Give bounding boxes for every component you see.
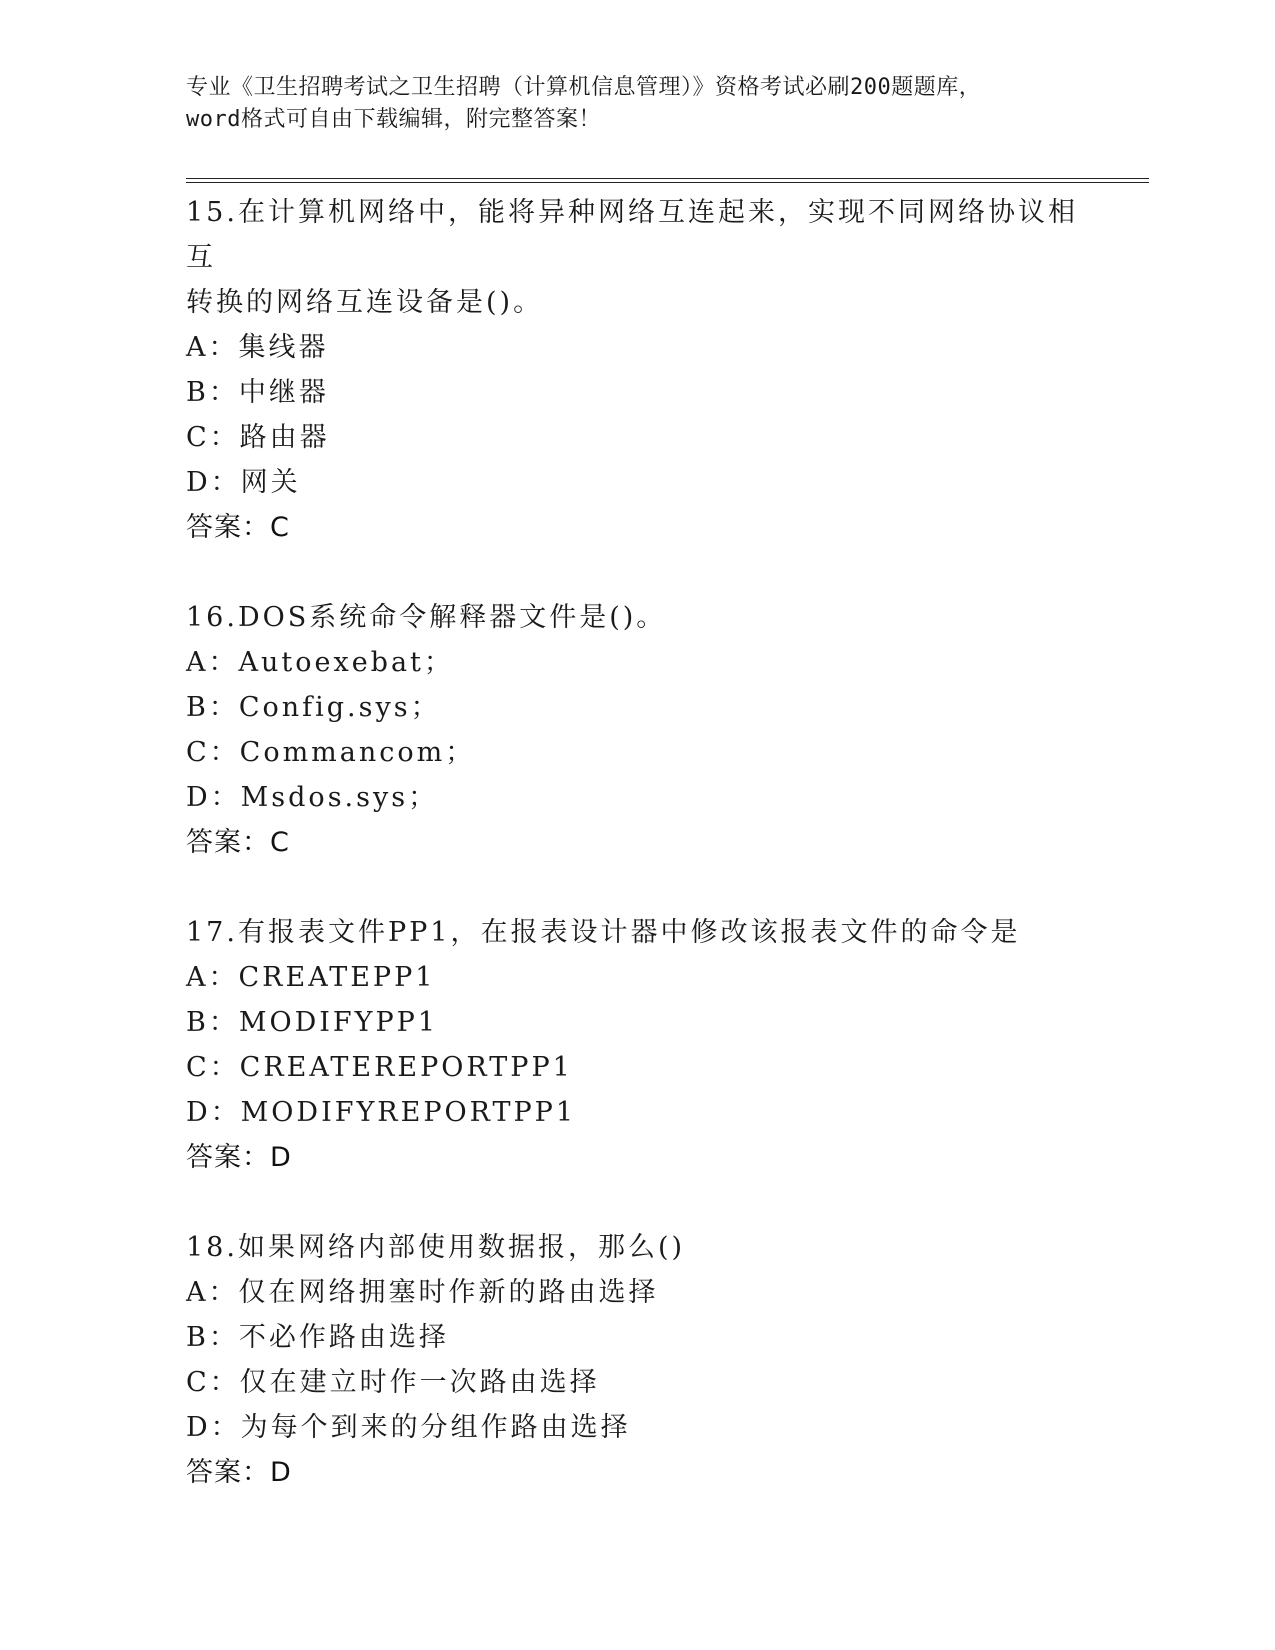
option-b: B：MODIFYPP1 [186, 1007, 439, 1038]
question-15 [186, 190, 1086, 550]
answer: 答案：D [186, 1142, 292, 1173]
question-stem: 15.在计算机网络中，能将异种网络互连起来，实现不同网络协议相互 [186, 197, 1078, 273]
header-divider-top [186, 178, 1149, 179]
question-stem-continued: 转换的网络互连设备是()。 [186, 287, 544, 318]
answer: 答案：C [186, 512, 290, 543]
header-divider-bottom [186, 182, 1149, 183]
document-header [186, 72, 1086, 136]
header-title-line-2: word格式可自由下载编辑，附完整答案！ [186, 107, 601, 132]
question-16 [186, 595, 1086, 865]
answer: 答案：D [186, 1457, 292, 1488]
question-list [186, 190, 1086, 1495]
question-stem: 18.如果网络内部使用数据报，那么() [186, 1232, 686, 1263]
option-b: B：中继器 [186, 377, 329, 408]
option-d: D：Msdos.sys； [186, 782, 439, 813]
answer: 答案：C [186, 827, 290, 858]
question-17 [186, 910, 1086, 1180]
option-a: A：CREATEPP1 [186, 962, 436, 993]
question-stem: 16.DOS系统命令解释器文件是()。 [186, 602, 667, 633]
option-d: D：为每个到来的分组作路由选择 [186, 1412, 631, 1443]
option-c: C：仅在建立时作一次路由选择 [186, 1367, 600, 1398]
option-a: A：Autoexebat； [186, 647, 454, 678]
question-stem: 17.有报表文件PP1，在报表设计器中修改该报表文件的命令是 [186, 917, 1021, 948]
option-d: D：MODIFYREPORTPP1 [186, 1097, 577, 1128]
question-18 [186, 1225, 1086, 1495]
option-a: A：仅在网络拥塞时作新的路由选择 [186, 1277, 659, 1308]
option-b: B：Config.sys； [186, 692, 441, 723]
option-c: C：CREATEREPORTPP1 [186, 1052, 573, 1083]
option-b: B：不必作路由选择 [186, 1322, 449, 1353]
option-c: C：Commancom； [186, 737, 476, 768]
header-title-line-1: 专业《卫生招聘考试之卫生招聘（计算机信息管理）》资格考试必刷200题题库， [186, 75, 982, 100]
option-d: D：网关 [186, 467, 301, 498]
option-c: C：路由器 [186, 422, 330, 453]
option-a: A：集线器 [186, 332, 329, 363]
